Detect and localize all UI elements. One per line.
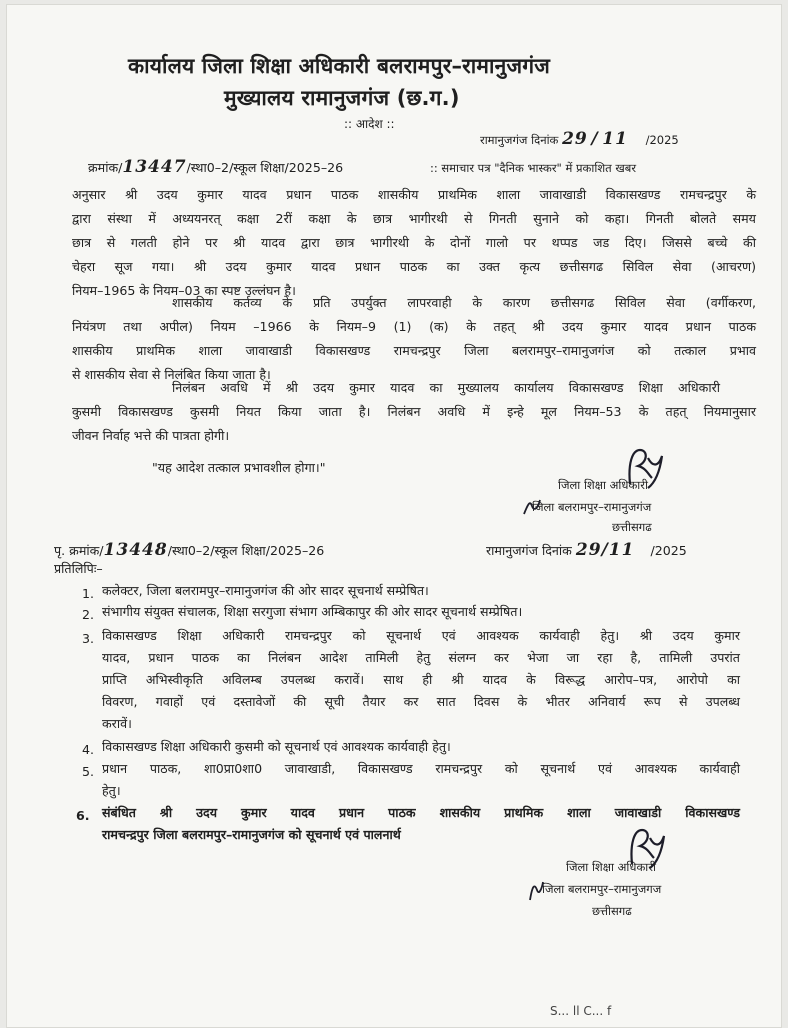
para2-line1: नियंत्रण तथा अपील) नियम –1966 के नियम–9 (1) (क) के तहत् श्री उदय कुमार यादव प्रधान पाठक <box>72 319 756 334</box>
handwritten-month: 11 <box>602 129 628 149</box>
cut-off-footer-text: S... ll C... f <box>550 1004 612 1018</box>
signature-block-1 <box>518 444 748 534</box>
list-item-cont: प्राप्ति अभिस्वीकृति अविलम्ब उपलब्ध करावें। साथ ही श्री यादव के विरूद्ध आरोप–पत्र, आरोपो का <box>102 672 740 687</box>
list-number: 2. <box>82 607 95 622</box>
signature-2-designation: जिला शिक्षा अधिकारी <box>566 860 656 874</box>
para1-line4: चेहरा सूज गया। श्री उदय कुमार यादव प्रधान पाठक का उक्त कृत्य छत्तीसगढ सिविल सेवा (आचरण) <box>72 259 756 274</box>
signature-block-2 <box>516 824 746 920</box>
list-item: संबंधित श्री उदय कुमार यादव प्रधान पाठक शासकीय प्राथमिक शाला जावाखाडी विकासखण्ड <box>102 805 740 820</box>
para3-line0: निलंबन अवधि में श्री उदय कुमार यादव का मुख्यालय कार्यालय विकासखण्ड शिक्षा अधिकारी <box>172 380 720 395</box>
handwritten-endorsement-number: 13448 <box>103 540 168 560</box>
endorsement-date: रामानुजगंज दिनांक 29/11 /2025 <box>486 540 687 560</box>
initial-mark-icon <box>524 878 546 904</box>
para1-line3: छात्र से गलती होने पर श्री यादव द्वारा छात्र भागीरथी के दोनों गालो पर थप्पड जड दिए। जिससे बच्चे की <box>72 235 756 250</box>
para3-line2: जीवन निर्वाह भत्ते की पात्रता होगी। <box>72 428 230 443</box>
document-page <box>6 4 782 1028</box>
list-item: प्रधान पाठक, शा0प्रा0शा0 जावाखाडी, विकासखण्ड रामचन्द्रपुर को सूचनार्थ एवं आवश्यक कार्यवाही <box>102 761 740 776</box>
list-item: विकासखण्ड शिक्षा अधिकारी कुसमी को सूचनार्थ एवं आवश्यक कार्यवाही हेतु। <box>102 739 451 754</box>
list-item-cont: रामचन्द्रपुर जिला बलरामपुर–रामानुजगंज को सूचनार्थ एवं पालनार्थ <box>102 827 401 842</box>
signature-1-state: छत्तीसगढ <box>612 520 652 534</box>
para2-line3: से शासकीय सेवा से निलंबित किया जाता है। <box>72 367 271 382</box>
list-number: 3. <box>82 631 95 646</box>
list-number: 4. <box>82 742 95 757</box>
para2-line2: शासकीय प्राथमिक शाला जावाखाडी विकासखण्ड रामचन्द्रपुर जिला बलरामपुर–रामानुजगंज को तत्काल प्रभाव <box>72 343 756 358</box>
copy-to-label: प्रतिलिपिः– <box>54 561 103 576</box>
list-number: 1. <box>82 586 95 601</box>
list-item: विकासखण्ड शिक्षा अधिकारी रामचन्द्रपुर को सूचनार्थ एवं आवश्यक कार्यवाही हेतु। श्री उदय कुमार <box>102 628 740 643</box>
para1-line0: :: समाचार पत्र "दैनिक भास्कर" में प्रकाशित खबर <box>430 161 637 175</box>
order-reference: क्रमांक/13447/स्था0–2/स्कूल शिक्षा/2025–26 <box>88 157 344 177</box>
order-heading: :: आदेश :: <box>344 117 395 131</box>
handwritten-ref-number: 13447 <box>122 157 187 177</box>
signature-2-state: छत्तीसगढ <box>592 904 632 918</box>
list-item-cont: यादव, प्रधान पाठक का निलंबन आदेश तामिली हेतु संलग्न कर भेजा जा रहा है, तामिली उपरांत <box>102 650 740 665</box>
para1-line2: द्वारा संस्था में अध्ययनरत् कक्षा 2रीं कक्षा के छात्र भागीरथी से गिनती सुनाने को कहा। गिनती बोलते समय <box>72 211 756 226</box>
office-title: कार्यालय जिला शिक्षा अधिकारी बलरामपुर–रामानुजगंज <box>128 54 551 78</box>
para3-line1: कुसमी विकासखण्ड कुसमी नियत किया जाता है। निलंबन अवधि में इन्हे मूल नियम–53 के तहत् नियमानुसार <box>72 404 756 419</box>
list-item-cont: हेतु। <box>102 783 121 798</box>
handwritten-day: 29 <box>562 129 588 149</box>
para1-line1: अनुसार श्री उदय कुमार यादव प्रधान पाठक शासकीय प्राथमिक शाला जावाखाडी विकासखण्ड रामचन्द्रपुर के <box>72 187 756 202</box>
para1-line5: नियम–1965 के नियम–03 का स्पष्ट उल्लंघन है। <box>72 283 296 298</box>
list-item: कलेक्टर, जिला बलरामपुर–रामानुजगंज की ओर सादर सूचनार्थ सम्प्रेषित। <box>102 583 429 598</box>
list-number: 6. <box>76 808 90 823</box>
list-item-cont: करावें। <box>102 716 132 731</box>
order-date: रामानुजगंज दिनांक 29 / 11 /2025 <box>480 129 679 149</box>
list-item-cont: विवरण, गवाहों एवं दस्तावेजों की सूची तैयार कर सात दिवस के भीतर अनिवार्य रूप से उपलब्ध <box>102 694 740 709</box>
list-item: संभागीय संयुक्त संचालक, शिक्षा सरगुजा संभाग अम्बिकापुर की ओर सादर सूचनार्थ सम्प्रेषित। <box>102 604 523 619</box>
endorsement-reference: पृ. क्रमांक/13448/स्था0–2/स्कूल शिक्षा/2025–26 <box>54 540 325 560</box>
signature-1-designation: जिला शिक्षा अधिकारी <box>558 478 648 492</box>
initial-mark-icon <box>520 496 542 518</box>
effect-statement: "यह आदेश तत्काल प्रभावशील होगा।" <box>152 460 326 475</box>
signature-2-district: जिला बलरामपुर–रामानुजगज <box>542 882 662 896</box>
list-number: 5. <box>82 764 95 779</box>
signature-1-district: जिला बलरामपुर–रामानुजगंज <box>532 500 652 514</box>
office-headquarters: मुख्यालय रामानुजगंज (छ.ग.) <box>224 86 460 110</box>
para2-line0: शासकीय कर्तव्य के प्रति उपर्युक्त लापरवाही के कारण छत्तीसगढ सिविल सेवा (वर्गीकरण, <box>172 295 756 310</box>
